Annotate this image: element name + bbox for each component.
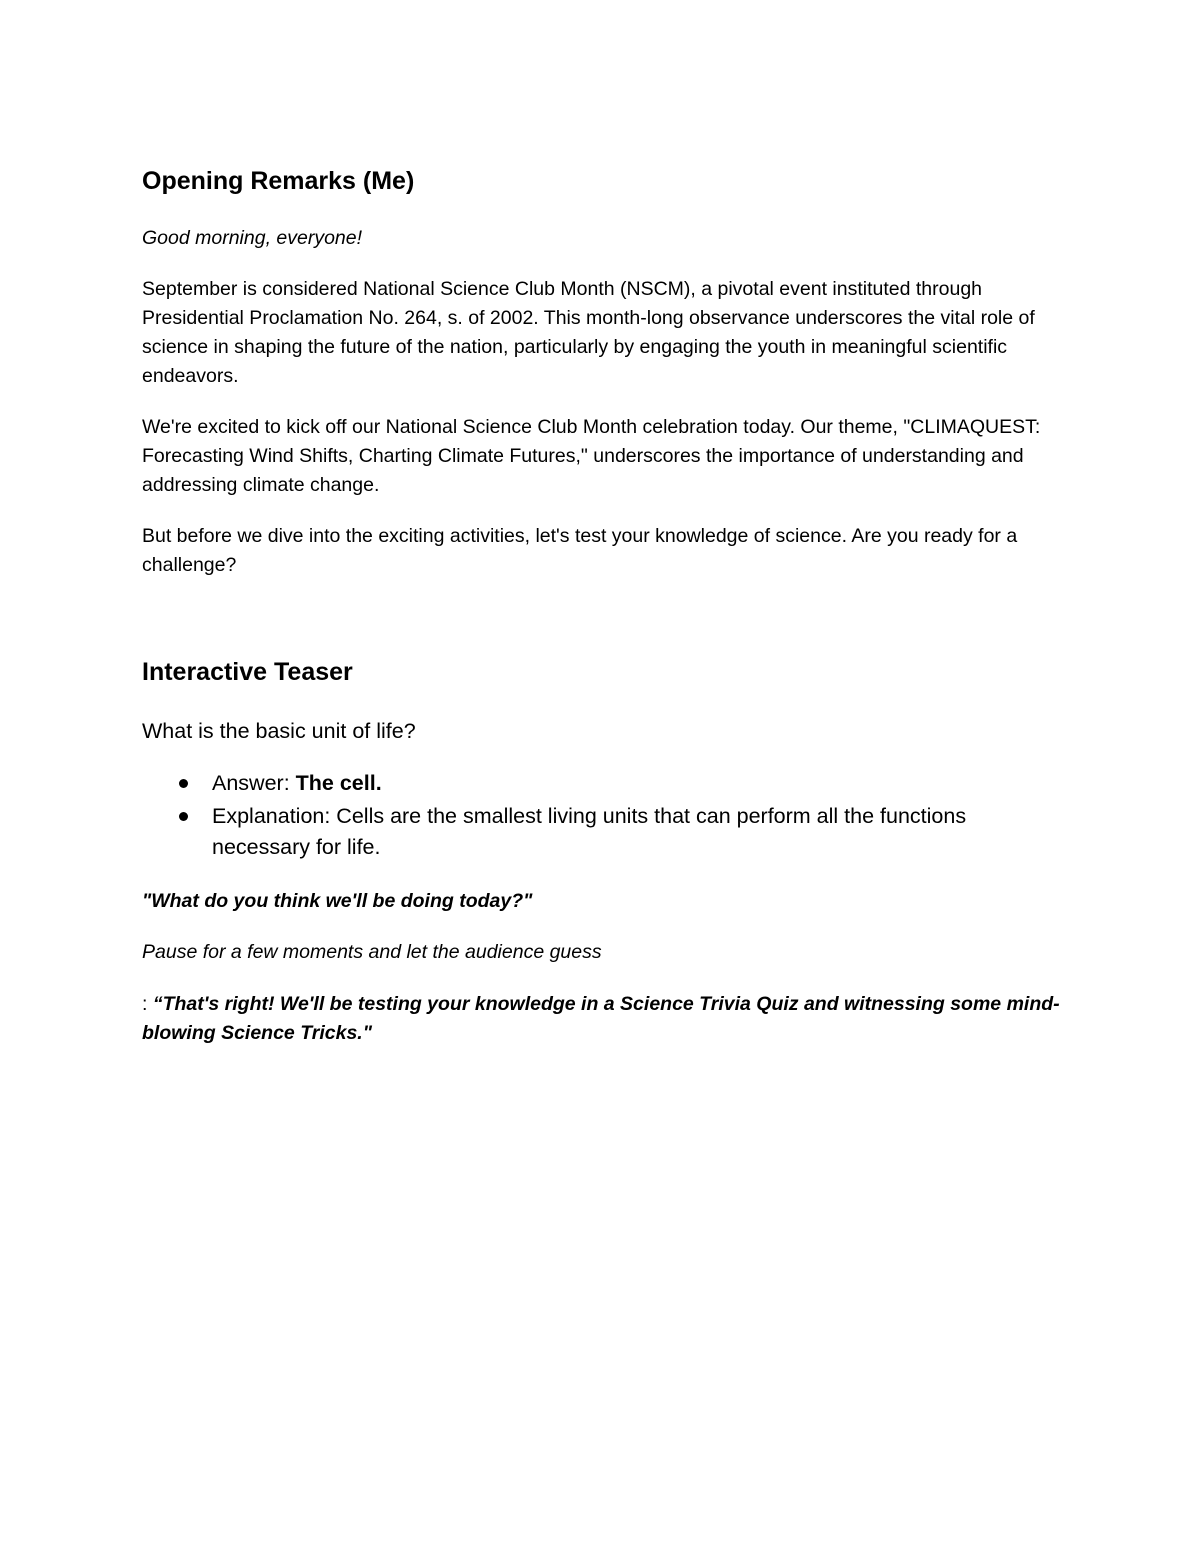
paragraph-challenge: But before we dive into the exciting activities, let's test your knowledge of science. Are you ready for a challenge? xyxy=(142,525,1018,576)
paragraph-nscm: September is considered National Science Club Month (NSCM), a pivotal event instituted through Presidential Proclamation No. 264, s. of 2002. This month-long observance underscores the vital role of science in shaping the future of the nation, particularly by engaging the youth in meaningful scientific endeavors. xyxy=(142,278,1035,387)
bullet-dot-icon xyxy=(179,812,188,821)
bullet-dot-icon xyxy=(179,779,188,788)
teaser-question: What is the basic unit of life? xyxy=(142,719,416,743)
audience-prompt: "What do you think we'll be doing today?" xyxy=(142,890,533,912)
paragraph-theme: We're excited to kick off our National Science Club Month celebration today. Our theme, "CLIMAQUEST: Forecasting Wind Shifts, Charting Climate Futures," underscores the importance of understanding and addressing climate change. xyxy=(142,416,1041,496)
closing-prefix: : xyxy=(142,993,153,1015)
answer-value: The cell. xyxy=(295,771,382,795)
heading-opening-remarks: Opening Remarks (Me) xyxy=(142,167,415,195)
answer-label: Answer: xyxy=(212,771,296,795)
closing-quote: “That's right! We'll be testing your knowledge in a Science Trivia Quiz and witnessing some mind-blowing Science Tricks." xyxy=(142,993,1060,1044)
stage-direction: Pause for a few moments and let the audience guess xyxy=(142,941,602,963)
heading-interactive-teaser: Interactive Teaser xyxy=(142,658,353,686)
answer-list xyxy=(142,768,1060,865)
explanation-text: Explanation: Cells are the smallest living units that can perform all the functions necessary for life. xyxy=(212,804,967,859)
list-item xyxy=(142,768,1060,799)
greeting-text: Good morning, everyone! xyxy=(142,227,363,249)
list-item xyxy=(142,801,1060,863)
closing-remark xyxy=(142,990,1060,1048)
